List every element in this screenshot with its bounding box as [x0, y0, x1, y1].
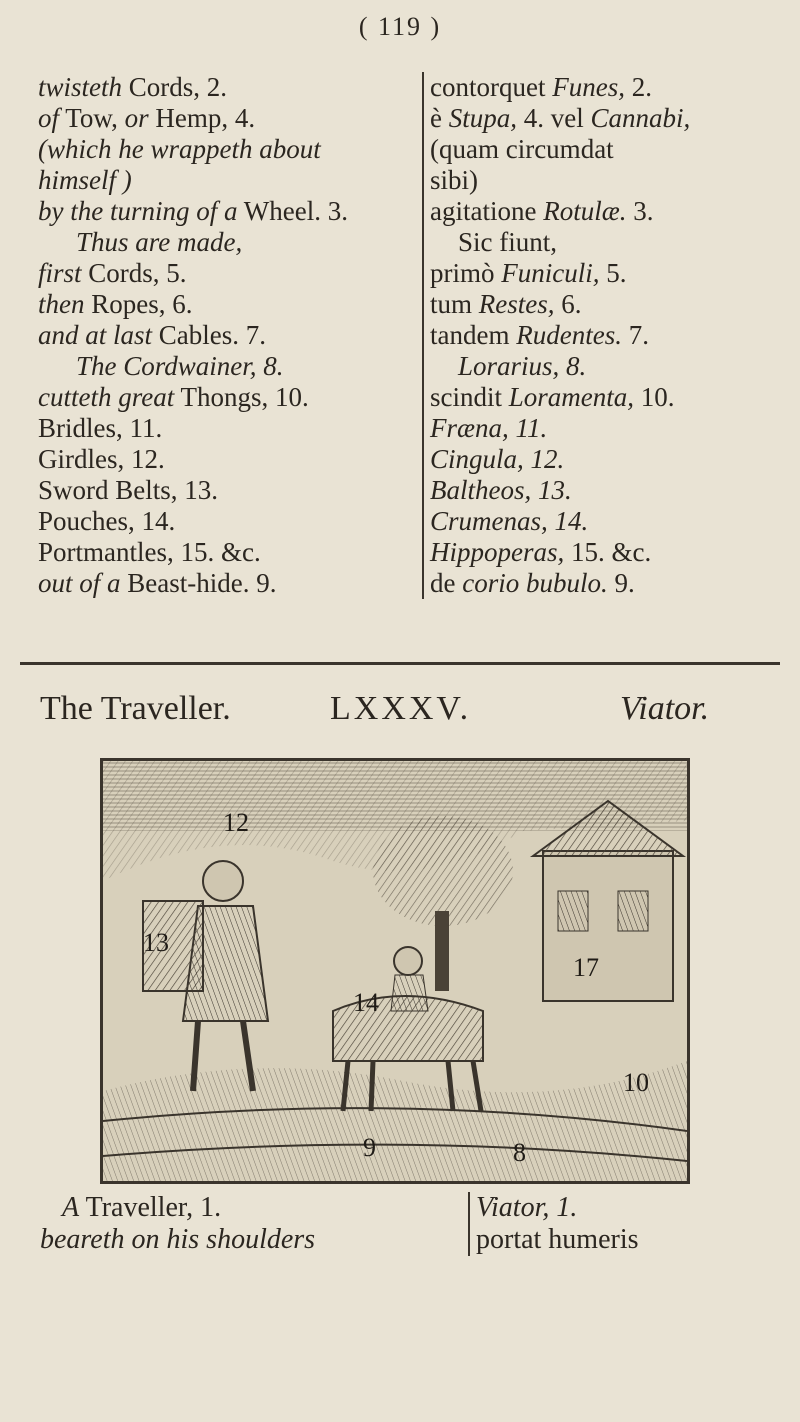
text-run: Thus are made,	[76, 227, 243, 257]
section-title-english: The Traveller.	[40, 690, 231, 727]
text-run: portat humeris	[476, 1224, 639, 1255]
text-run: agitatione	[430, 196, 544, 226]
english-line	[38, 351, 368, 382]
latin-line	[430, 351, 790, 382]
text-run: 9.	[607, 568, 635, 598]
text-run: Cingula, 12.	[430, 444, 565, 474]
latin-line	[430, 475, 790, 506]
text-run: Rudentes.	[516, 320, 622, 350]
engraving-plate	[100, 758, 690, 1184]
text-run: Traveller, 1.	[79, 1192, 222, 1223]
text-run: or	[124, 103, 149, 133]
plate-reference-number: 17	[573, 953, 599, 982]
english-line	[38, 444, 368, 475]
english-line	[38, 506, 368, 537]
text-run: 7.	[621, 320, 649, 350]
text-run: Lorarius, 8.	[458, 351, 587, 381]
text-run: Stupa,	[448, 103, 517, 133]
text-run: and at last	[38, 320, 153, 350]
text-run: Portmantles, 15. &c.	[38, 537, 261, 567]
text-run: beareth on his shoulders	[40, 1224, 316, 1255]
text-run: contorquet	[430, 72, 553, 102]
text-run: then	[38, 289, 85, 319]
latin-line	[430, 72, 790, 103]
page-number: ( 119 )	[358, 12, 442, 41]
text-run: 2.	[624, 72, 652, 102]
latin-line	[430, 227, 790, 258]
text-run: Loramenta,	[508, 382, 635, 412]
text-run: primò	[430, 258, 502, 288]
caption-line	[476, 1224, 776, 1256]
english-line	[38, 289, 368, 320]
plate-reference-number: 8	[513, 1138, 526, 1167]
text-run: Pouches, 14.	[38, 506, 176, 536]
text-run: Bridles, 11.	[38, 413, 163, 443]
text-run: 6.	[554, 289, 582, 319]
english-line	[38, 103, 368, 134]
latin-line	[430, 568, 790, 599]
text-run: Tow,	[59, 103, 125, 133]
text-run: corio bubulo.	[462, 568, 608, 598]
plate-reference-number: 12	[223, 808, 249, 837]
latin-line	[430, 258, 790, 289]
section-title-latin: Viator.	[620, 690, 710, 727]
text-run: 3.	[626, 196, 654, 226]
text-run: of	[38, 103, 60, 133]
caption-latin	[468, 1192, 776, 1256]
english-line	[38, 258, 368, 289]
text-run: by the turning of a	[38, 196, 238, 226]
latin-line	[430, 382, 790, 413]
caption-line	[40, 1224, 340, 1256]
text-run: de	[430, 568, 463, 598]
english-line	[38, 134, 368, 165]
text-run: first	[38, 258, 82, 288]
latin-line	[430, 196, 790, 227]
english-line	[38, 165, 368, 196]
text-run: himself )	[38, 165, 132, 195]
text-run: Thongs, 10.	[174, 382, 309, 412]
text-run: A	[62, 1192, 80, 1223]
english-line	[38, 320, 368, 351]
text-run: tandem	[430, 320, 517, 350]
plate-reference-number: 14	[353, 988, 379, 1017]
text-run: Ropes, 6.	[84, 289, 193, 319]
text-run: 5.	[599, 258, 627, 288]
text-run: Beast-hide. 9.	[120, 568, 277, 598]
english-column	[38, 72, 368, 599]
latin-line	[430, 134, 790, 165]
plate-reference-number: 9	[363, 1133, 376, 1162]
latin-line	[430, 444, 790, 475]
text-run: Funiculi,	[501, 258, 600, 288]
text-run: scindit	[430, 382, 509, 412]
text-run: Fræna, 11.	[430, 413, 548, 443]
text-run: 15. &c.	[564, 537, 652, 567]
text-run: Wheel. 3.	[237, 196, 348, 226]
text-run: twisteth	[38, 72, 123, 102]
english-line	[38, 537, 368, 568]
engraving-illustration	[103, 761, 687, 1181]
text-run: (quam circumdat	[430, 134, 614, 164]
english-line	[38, 196, 368, 227]
text-run: Cords, 2.	[122, 72, 228, 102]
plate-reference-number: 13	[143, 928, 169, 957]
text-run: (which he wrappeth about	[38, 134, 321, 164]
section-number: LXXXV.	[330, 690, 472, 727]
text-run: Cables. 7.	[152, 320, 267, 350]
text-run: out of a	[38, 568, 121, 598]
text-run: Cannabi,	[590, 103, 691, 133]
text-run: The Cordwainer, 8.	[76, 351, 284, 381]
text-run: Funes,	[552, 72, 625, 102]
english-line	[38, 475, 368, 506]
text-run: sibi)	[430, 165, 479, 195]
text-run: tum	[430, 289, 479, 319]
text-run: 10.	[634, 382, 675, 412]
text-run: Rotulæ.	[543, 196, 627, 226]
latin-line	[430, 289, 790, 320]
text-run: Baltheos, 13.	[430, 475, 572, 505]
latin-line	[430, 320, 790, 351]
english-line	[38, 382, 368, 413]
english-line	[38, 568, 368, 599]
text-run: Sic fiunt,	[458, 227, 557, 257]
caption-english	[40, 1192, 340, 1256]
english-line	[38, 413, 368, 444]
text-run: Hemp, 4.	[148, 103, 256, 133]
section-divider	[20, 662, 780, 665]
latin-line	[430, 537, 790, 568]
text-run: 4. vel	[517, 103, 591, 133]
text-run: Hippoperas,	[430, 537, 565, 567]
text-run: Cords, 5.	[81, 258, 187, 288]
latin-line	[430, 413, 790, 444]
text-run: Sword Belts, 13.	[38, 475, 219, 505]
latin-column	[422, 72, 790, 599]
plate-reference-number: 10	[623, 1068, 649, 1097]
text-run: Girdles, 12.	[38, 444, 165, 474]
latin-line	[430, 506, 790, 537]
latin-line	[430, 165, 790, 196]
text-run: cutteth great	[38, 382, 175, 412]
english-line	[38, 72, 368, 103]
text-run: Restes,	[478, 289, 555, 319]
text-run: è	[430, 103, 449, 133]
text-run: Crumenas, 14.	[430, 506, 589, 536]
english-line	[38, 227, 368, 258]
latin-line	[430, 103, 790, 134]
text-run: Viator, 1.	[476, 1192, 578, 1223]
caption-line	[476, 1192, 776, 1224]
caption-line	[40, 1192, 340, 1224]
